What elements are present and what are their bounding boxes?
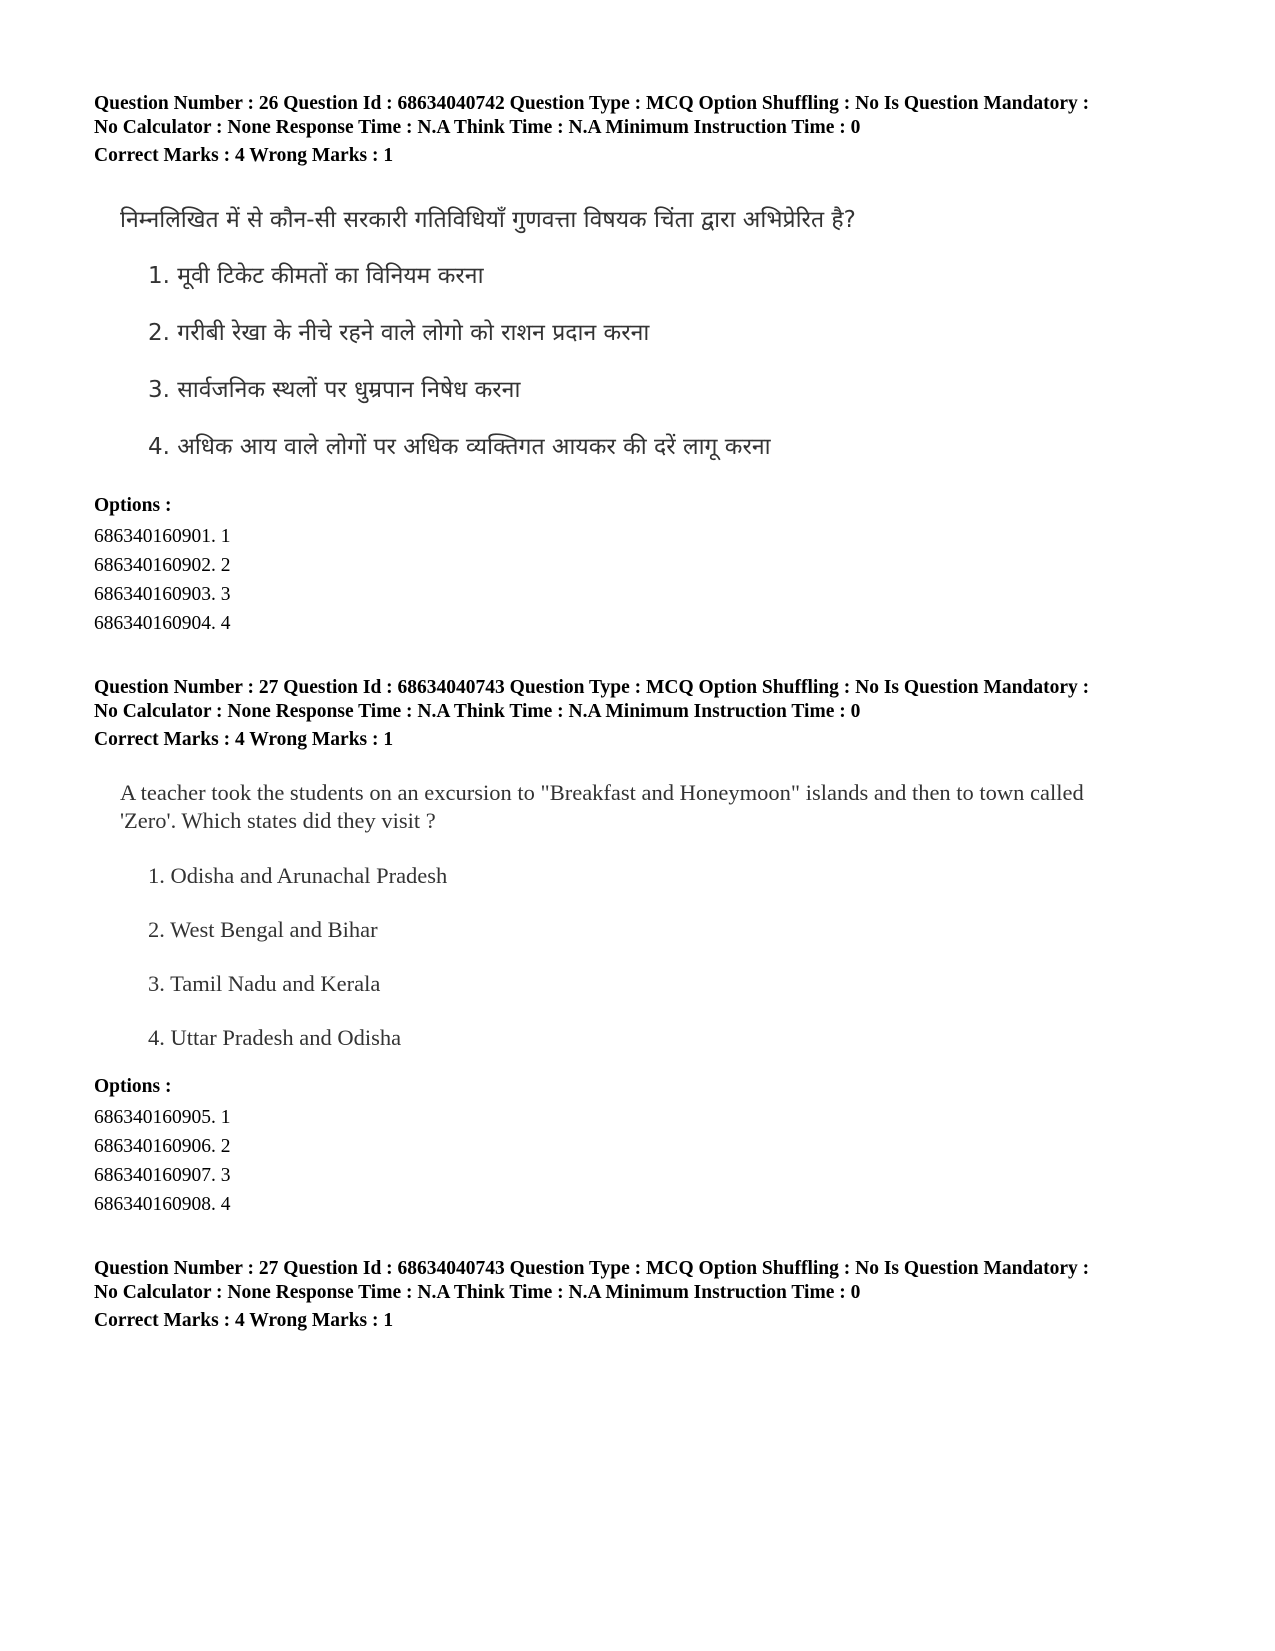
question-26-header bbox=[94, 92, 1214, 168]
question-marks: Correct Marks : 4 Wrong Marks : 1 bbox=[94, 729, 394, 750]
question-27-header bbox=[94, 676, 1214, 752]
question-meta-line-1: Question Number : 26 Question Id : 68634040742 Question Type : MCQ Option Shuffling : No Is Question Mandatory : bbox=[94, 93, 1090, 114]
question-marks: Correct Marks : 4 Wrong Marks : 1 bbox=[94, 145, 394, 166]
choice-1: 1. Odisha and Arunachal Pradesh bbox=[148, 863, 448, 888]
question-meta-line-2: No Calculator : None Response Time : N.A Think Time : N.A Minimum Instruction Time : 0 bbox=[94, 701, 861, 722]
question-26-options bbox=[94, 494, 1214, 638]
option-item: 686340160904. 4 bbox=[94, 613, 231, 634]
question-27-options bbox=[94, 1075, 1214, 1219]
question-stem-line-1: A teacher took the students on an excursion to "Breakfast and Honeymoon" islands and then to town called bbox=[120, 780, 1084, 805]
question-meta-line-1: Question Number : 27 Question Id : 68634040743 Question Type : MCQ Option Shuffling : No Is Question Mandatory : bbox=[94, 1258, 1090, 1279]
choice-1: 1. मूवी टिकेट कीमतों का विनियम करना bbox=[148, 263, 484, 289]
option-item: 686340160902. 2 bbox=[94, 555, 231, 576]
options-label: Options : bbox=[94, 495, 172, 516]
choice-3: 3. Tamil Nadu and Kerala bbox=[148, 971, 381, 996]
option-item: 686340160905. 1 bbox=[94, 1107, 231, 1128]
question-meta-line-1: Question Number : 27 Question Id : 68634040743 Question Type : MCQ Option Shuffling : No Is Question Mandatory : bbox=[94, 677, 1090, 698]
option-item: 686340160901. 1 bbox=[94, 526, 231, 547]
options-label: Options : bbox=[94, 1076, 172, 1097]
question-27-repeat-header bbox=[94, 1257, 1214, 1333]
choice-3: 3. सार्वजनिक स्थलों पर धुम्रपान निषेध करना bbox=[148, 377, 521, 403]
question-27-body bbox=[120, 779, 1180, 1049]
option-item: 686340160908. 4 bbox=[94, 1194, 231, 1215]
option-item: 686340160906. 2 bbox=[94, 1136, 231, 1157]
question-stem-line-2: 'Zero'. Which states did they visit ? bbox=[120, 808, 436, 833]
question-meta-line-2: No Calculator : None Response Time : N.A Think Time : N.A Minimum Instruction Time : 0 bbox=[94, 117, 861, 138]
option-item: 686340160903. 3 bbox=[94, 584, 231, 605]
choice-4: 4. Uttar Pradesh and Odisha bbox=[148, 1025, 402, 1050]
option-item: 686340160907. 3 bbox=[94, 1165, 231, 1186]
choice-2: 2. West Bengal and Bihar bbox=[148, 917, 378, 942]
choice-2: 2. गरीबी रेखा के नीचे रहने वाले लोगो को राशन प्रदान करना bbox=[148, 320, 650, 346]
question-stem: निम्नलिखित में से कौन-सी सरकारी गतिविधियाँ गुणवत्ता विषयक चिंता द्वारा अभिप्रेरित है? bbox=[120, 207, 856, 233]
question-marks: Correct Marks : 4 Wrong Marks : 1 bbox=[94, 1310, 394, 1331]
question-26-body bbox=[120, 205, 1180, 475]
choice-4: 4. अधिक आय वाले लोगों पर अधिक व्यक्तिगत आयकर की दरें लागू करना bbox=[148, 434, 771, 460]
question-meta-line-2: No Calculator : None Response Time : N.A Think Time : N.A Minimum Instruction Time : 0 bbox=[94, 1282, 861, 1303]
